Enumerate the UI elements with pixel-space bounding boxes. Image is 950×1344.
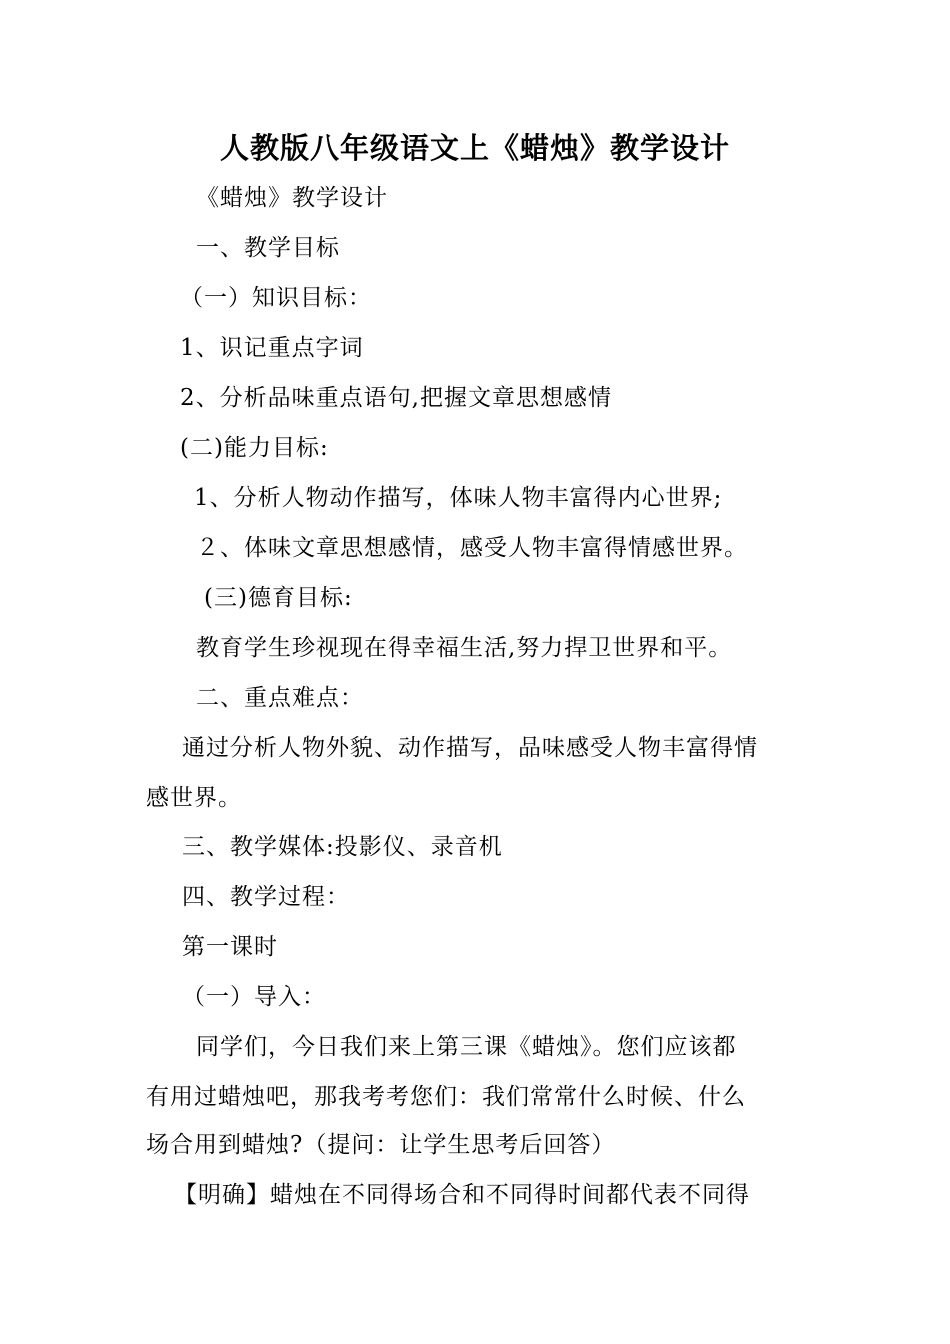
subtitle-line: 《蜡烛》教学设计 (196, 185, 388, 211)
section-heading-media: 三、教学媒体:投影仪、录音机 (182, 834, 503, 860)
subsection-knowledge-goals: （一）知识目标： (180, 285, 372, 311)
ability-item-2: ２、体味文章思想感情，感受人物丰富得情感世界。 (196, 535, 748, 561)
ability-item-1: 1、分析人物动作描写，体味人物丰富得内心世界; (194, 485, 723, 511)
document-title: 人教版八年级语文上《蜡烛》教学设计 (219, 131, 730, 165)
intro-paragraph-line-3: 场合用到蜡烛?（提问：让学生思考后回答） (146, 1132, 616, 1158)
key-points-text-line-1: 通过分析人物外貌、动作描写，品味感受人物丰富得情 (182, 735, 758, 761)
section-heading-key-points: 二、重点难点： (196, 685, 364, 711)
subsection-ability-goals: (二)能力目标: (180, 435, 329, 461)
intro-paragraph-line-2: 有用过蜡烛吧，那我考考您们：我们常常什么时候、什么 (146, 1084, 746, 1110)
intro-paragraph-line-1: 同学们，今日我们来上第三课《蜡烛》。您们应该都 (196, 1034, 737, 1060)
list-item-2: 2、分析品味重点语句,把握文章思想感情 (180, 385, 612, 411)
intro-heading: （一）导入： (182, 984, 326, 1010)
subsection-moral-goals: (三)德育目标: (204, 585, 353, 611)
list-item-1: 1、识记重点字词 (180, 335, 364, 361)
section-heading-objectives: 一、教学目标 (196, 235, 340, 261)
moral-goal-text: 教育学生珍视现在得幸福生活,努力捍卫世界和平。 (196, 635, 733, 661)
first-lesson-heading: 第一课时 (182, 934, 278, 960)
clarification-line: 【明确】蜡烛在不同得场合和不同得时间都代表不同得 (174, 1182, 750, 1208)
section-heading-process: 四、教学过程： (182, 884, 350, 910)
key-points-text-line-2: 感世界。 (146, 785, 242, 811)
